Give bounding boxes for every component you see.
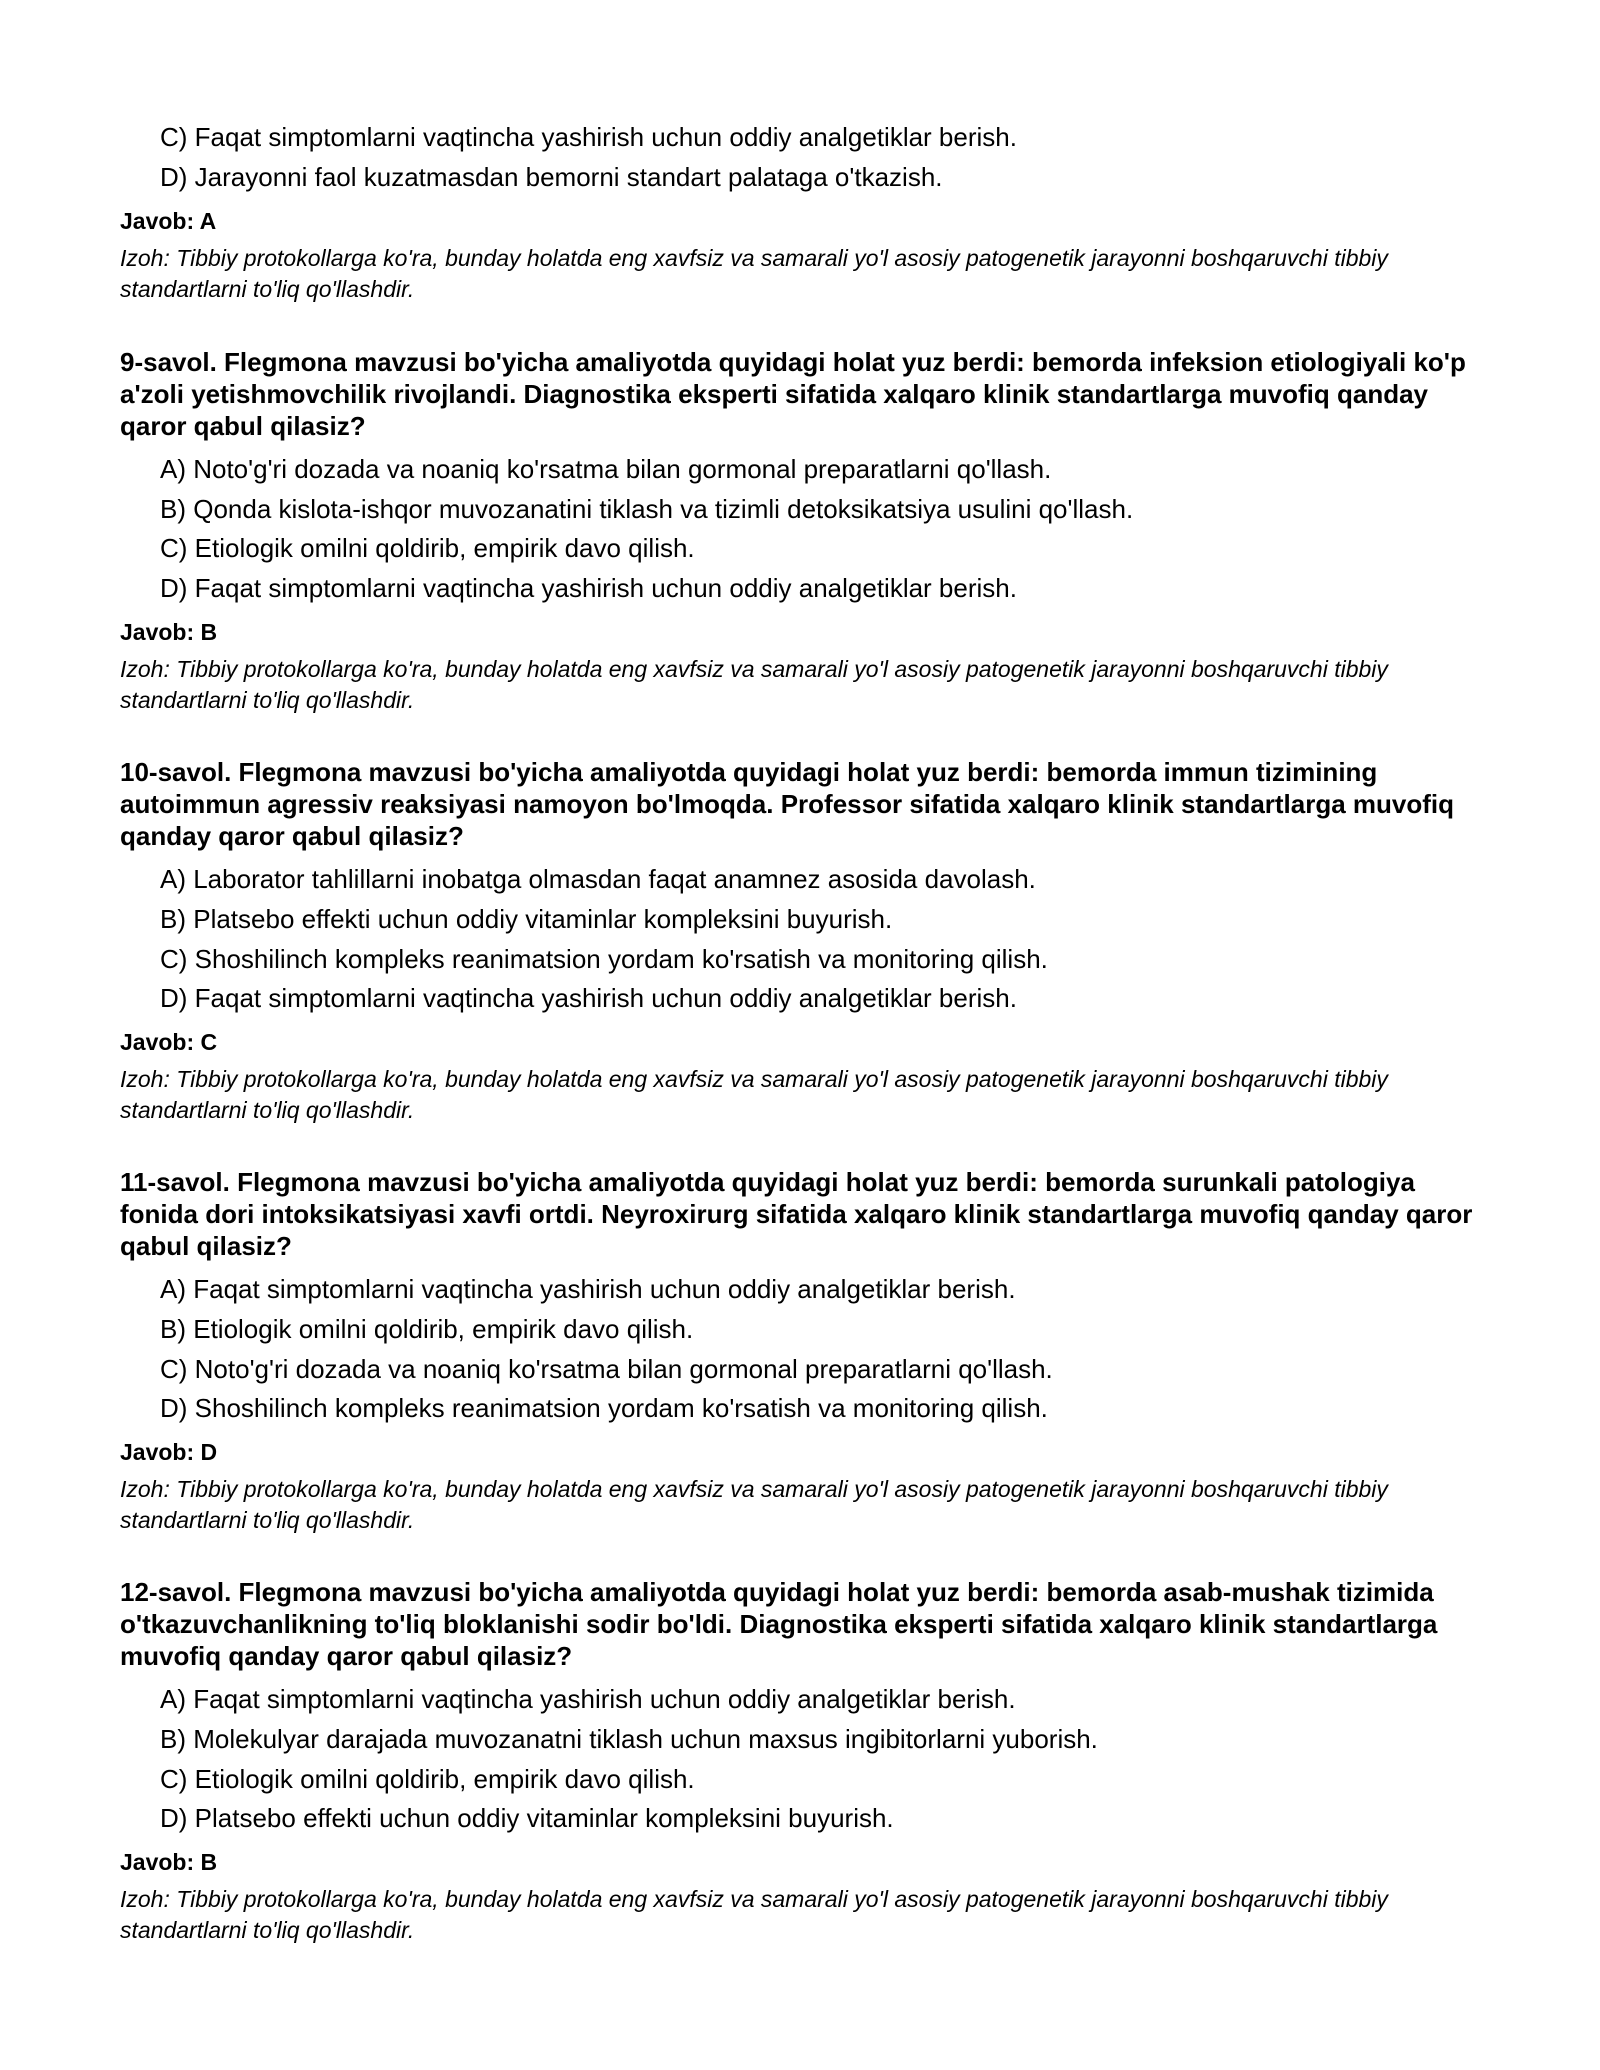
question-12-option-c: C) Etiologik omilni qoldirib, empirik davo qilish. [160, 1764, 695, 1794]
question-9-title: 9-savol. Flegmona mavzusi bo'yicha amaliyotda quyidagi holat yuz berdi: bemorda infeksion etiologiyali ko'p a'zoli yetishmovchilik rivojlandi. Diagnostika eksperti sifatida xalqaro klinik standartlarga muvofiq qanday qaror qabul qilasiz? [120, 347, 1466, 441]
question-12-title: 12-savol. Flegmona mavzusi bo'yicha amaliyotda quyidagi holat yuz berdi: bemorda asab-mushak tizimida o'tkazuvchanlikning to'liq bloklanishi sodir bo'ldi. Diagnostika eksperti sifatida xalqaro klinik standartlarga muvofiq qanday qaror qabul qilasiz? [120, 1577, 1438, 1671]
question-12-option-d: D) Platsebo effekti uchun oddiy vitaminlar kompleksini buyurish. [160, 1803, 894, 1833]
question-10-title: 10-savol. Flegmona mavzusi bo'yicha amaliyotda quyidagi holat yuz berdi: bemorda immun tizimining autoimmun agressiv reaksiyasi namoyon bo'lmoqda. Professor sifatida xalqaro klinik standartlarga muvofiq qanday qaror qabul qilasiz? [120, 757, 1455, 851]
question-9-answer: Javob: B [120, 619, 218, 645]
question-12-note: Izoh: Tibbiy protokollarga ko'ra, bunday holatda eng xavfsiz va samarali yo'l asosiy patogenetik jarayonni boshqaruvchi tibbiy standartlarni to'liq qo'llashdir. [120, 1886, 1388, 1943]
question-9-option-c: C) Etiologik omilni qoldirib, empirik davo qilish. [160, 533, 695, 563]
question-12-answer: Javob: B [120, 1849, 218, 1875]
question-11-note: Izoh: Tibbiy protokollarga ko'ra, bunday holatda eng xavfsiz va samarali yo'l asosiy patogenetik jarayonni boshqaruvchi tibbiy standartlarni to'liq qo'llashdir. [120, 1476, 1388, 1533]
question-9-option-b: B) Qonda kislota-ishqor muvozanatini tiklash va tizimli detoksikatsiya usulini qo'llash. [160, 494, 1134, 524]
question-9-option-d: D) Faqat simptomlarni vaqtincha yashirish uchun oddiy analgetiklar berish. [160, 573, 1017, 603]
option-c: C) Faqat simptomlarni vaqtincha yashirish uchun oddiy analgetiklar berish. [160, 122, 1017, 152]
question-10-option-a: A) Laborator tahlillarni inobatga olmasdan faqat anamnez asosida davolash. [160, 864, 1036, 894]
option-d: D) Jarayonni faol kuzatmasdan bemorni standart palataga o'tkazish. [160, 162, 943, 192]
question-10-option-b: B) Platsebo effekti uchun oddiy vitaminlar kompleksini buyurish. [160, 904, 893, 934]
question-12-option-b: B) Molekulyar darajada muvozanatni tiklash uchun maxsus ingibitorlarni yuborish. [160, 1724, 1098, 1754]
question-10-option-d: D) Faqat simptomlarni vaqtincha yashirish uchun oddiy analgetiklar berish. [160, 983, 1017, 1013]
question-11-option-b: B) Etiologik omilni qoldirib, empirik davo qilish. [160, 1314, 694, 1344]
question-11-option-a: A) Faqat simptomlarni vaqtincha yashirish uchun oddiy analgetiklar berish. [160, 1274, 1016, 1304]
question-10-option-c: C) Shoshilinch kompleks reanimatsion yordam ko'rsatish va monitoring qilish. [160, 944, 1048, 974]
explanation-note: Izoh: Tibbiy protokollarga ko'ra, bunday holatda eng xavfsiz va samarali yo'l asosiy patogenetik jarayonni boshqaruvchi tibbiy standartlarni to'liq qo'llashdir. [120, 245, 1388, 302]
question-11-option-d: D) Shoshilinch kompleks reanimatsion yordam ko'rsatish va monitoring qilish. [160, 1393, 1048, 1423]
question-10-answer: Javob: C [120, 1029, 218, 1055]
answer: Javob: A [120, 208, 217, 234]
question-11-option-c: C) Noto'g'ri dozada va noaniq ko'rsatma bilan gormonal preparatlarni qo'llash. [160, 1354, 1053, 1384]
question-9-note: Izoh: Tibbiy protokollarga ko'ra, bunday holatda eng xavfsiz va samarali yo'l asosiy patogenetik jarayonni boshqaruvchi tibbiy standartlarni to'liq qo'llashdir. [120, 656, 1388, 713]
question-12-option-a: A) Faqat simptomlarni vaqtincha yashirish uchun oddiy analgetiklar berish. [160, 1684, 1016, 1714]
question-11-answer: Javob: D [120, 1439, 218, 1465]
question-10-note: Izoh: Tibbiy protokollarga ko'ra, bunday holatda eng xavfsiz va samarali yo'l asosiy patogenetik jarayonni boshqaruvchi tibbiy standartlarni to'liq qo'llashdir. [120, 1066, 1388, 1123]
question-11-title: 11-savol. Flegmona mavzusi bo'yicha amaliyotda quyidagi holat yuz berdi: bemorda surunkali patologiya fonida dori intoksikatsiyasi xavfi ortdi. Neyroxirurg sifatida xalqaro klinik standartlarga muvofiq qanday qaror qabul qilasiz? [120, 1167, 1473, 1261]
question-9-option-a: A) Noto'g'ri dozada va noaniq ko'rsatma bilan gormonal preparatlarni qo'llash. [160, 454, 1052, 484]
